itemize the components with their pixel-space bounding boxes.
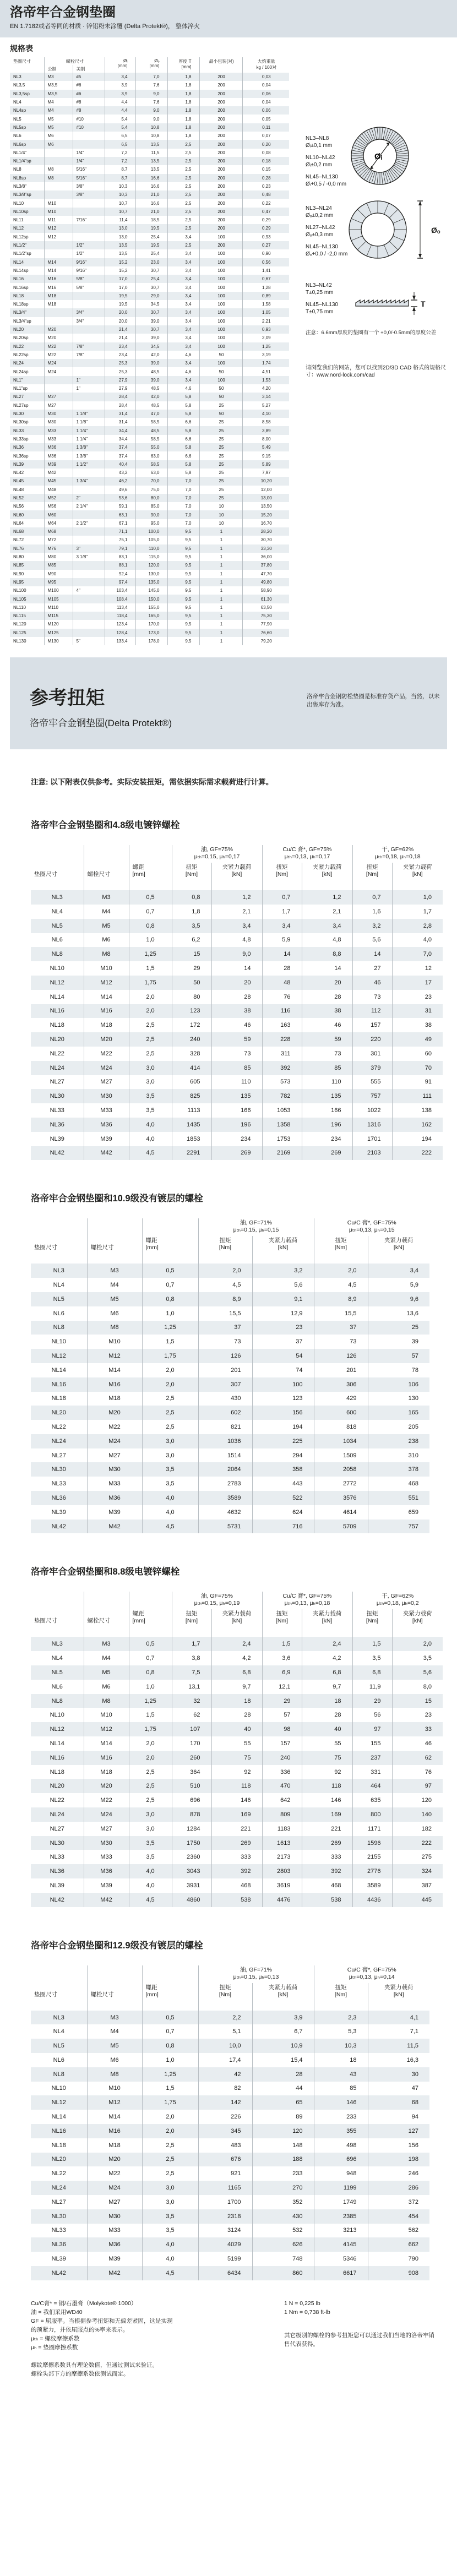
torque-row: NL14 M14 2,0 201 74 201 78 [31,1363,429,1377]
torque-row: NL36 M36 4,0 3043 392 2803 392 2776 324 [31,1864,443,1878]
torque-banner-subtitle: 洛帝牢合金钢垫圈(Delta Protekt®) [30,718,172,729]
thickness-tolerance-labels [306,282,338,320]
torque-row: NL14 M14 2,0 80 28 76 28 73 23 [31,990,443,1004]
spec-row: NL72 M72 75,1 105,0 9,5 1 30,70 [10,536,289,544]
torque-row: NL5 M5 0,8 10,0 10,9 10,3 11,5 [31,2039,429,2053]
spec-col-weight: 大约重量 kg / 100对 [242,57,289,73]
torque-row: NL6 M6 1,0 13,1 9,7 12,1 9,7 11,9 8,0 [31,1680,443,1694]
svg-text:Øᵢ: Øᵢ [374,152,382,161]
spec-col-washer: 垫圈尺寸 [13,59,31,64]
spec-row: NL4 M4 #8 4,4 7,6 1,8 200 0,04 [10,98,289,106]
inner-tolerance-labels [306,135,346,193]
footnote-line: GF = 屈服率。当根据参考扭矩和无偏差紧固，这是实现 [31,2317,173,2324]
torque-row: NL16 M16 2,0 307 100 306 106 [31,1377,429,1392]
footnote-line: μₜₕ = 螺纹摩擦系数 [31,2335,80,2342]
spec-row: NL100 M100 4" 103,4 145,0 9,5 1 58,90 [10,586,289,595]
torque-row: NL36 M36 4,0 3589 522 3576 551 [31,1491,429,1505]
spec-row: NL85 M85 88,1 120,0 9,5 1 37,80 [10,561,289,569]
spec-row: NL3/8" 3/8" 10,3 16,6 2,5 200 0,23 [10,182,289,190]
spec-row: NL36 M36 1 3/8" 37,4 55,0 5,8 25 5,49 [10,443,289,451]
torque-row: NL24 M24 3,0 878 169 809 169 800 140 [31,1807,443,1822]
torque-row: NL20 M20 2,5 510 118 470 118 464 97 [31,1779,443,1793]
spec-row: NL8 M8 5/16" 8,7 13,5 2,5 200 0,15 [10,165,289,173]
torque-row: NL8 M8 1,25 37 23 37 25 [31,1321,429,1335]
spec-col-di: Øᵢ [mm] [105,57,135,73]
spec-col-do: Øₒ [mm] [135,57,167,73]
spec-row: NL30 M30 1 1/8" 31,4 47,0 5,8 50 4,10 [10,410,289,418]
spec-row: NL68 M68 71,1 100,0 9,5 1 28,20 [10,527,289,536]
spec-row: NL105 M105 108,4 150,0 9,5 1 61,30 [10,595,289,603]
spec-col-metric: 公制 [44,65,73,73]
washer-top-view-serrated-icon [350,126,416,192]
lubrication-group-header: Cu/C 膏*, GF=75% μₜₕ=0,13, μₕ=0,14 [314,1965,429,1983]
tolerance-label: NL45–NL130 Øₒ+0,0 / -2,0 mm [306,244,348,257]
spec-row: NL80 M80 3 1/8" 83,1 115,0 9,5 1 36,00 [10,553,289,561]
torque-row: NL33 M33 3,5 2360 333 2173 333 2155 275 [31,1850,443,1864]
spec-row: NL1/2"sp 1/2" 13,5 25,4 3,4 100 0,90 [10,249,289,258]
torque-row: NL42 M42 4,5 6434 860 6617 908 [31,2266,429,2280]
spec-row: NL1" 1" 27,9 39,0 3,4 100 1,53 [10,376,289,384]
torque-row: NL12 M12 1,75 107 40 98 40 97 33 [31,1722,443,1736]
spec-row: NL4sp M4 #8 4,4 9,0 1,8 200 0,06 [10,106,289,115]
spec-table-header [10,57,289,73]
torque-row: NL22 M22 2,5 921 233 948 246 [31,2166,429,2181]
spec-row: NL16sp M16 5/8" 17,0 30,7 3,4 100 1,28 [10,283,289,291]
torque-row: NL5 M5 0,8 3,5 3,4 3,4 3,4 3,2 2,8 [31,919,443,933]
torque-tables [31,818,457,2280]
torque-row: NL24 M24 3,0 414 85 392 85 379 70 [31,1061,443,1075]
torque-row: NL18 M18 2,5 172 46 163 46 157 38 [31,1018,443,1032]
torque-row: NL33 M33 3,5 1113 166 1053 166 1022 138 [31,1103,443,1118]
torque-table: 垫圈尺寸 螺栓尺寸 螺距 [mm] 油, GF=75% μₜₕ=0,15, μₕ=0,19 Cu/C 膏*, GF=75% μₜₕ=0,13, μₕ=0,18 干, GF=62% μₜₕ=0,18, μₕ=0,2 扭矩 [Nm] 夹紧力载荷 [kN] 扭矩 [Nm] 夹紧力载荷 [kN] 扭矩 [Nm] 夹紧力载荷 [kN] NL3 M3 0,5 1,7 2,4 1,5 2,4 1,5 2,0 NL4 M4 0,7 3,8 4,2 3,6 4,2 3,5 3,5 NL5 M5 0,8 7,5 6,8 6,9 6,8 6,8 5,6 NL6 M6 1,0 13,1 9,7 12,1 9,7 11,9 8,0 NL8 M8 1,25 32 18 29 18 29 15 NL10 M10 1,5 62 28 57 28 56 23 NL12 M12 1,75 107 40 98 40 97 33 NL14 M14 2,0 170 55 157 55 155 46 NL16 M16 2,0 260 75 240 75 237 62 NL18 M18 2,5 364 92 336 92 331 76 NL20 M20 2,5 510 118 470 118 464 97 NL22 M22 2,5 696 146 642 146 635 120 NL24 M24 3,0 878 169 809 169 800 140 NL27 M27 3,0 1284 221 1183 221 1171 182 NL30 M30 3,5 1750 269 1613 269 1596 222 NL33 M33 3,5 2360 333 2173 333 2155 275 NL36 M36 4,0 3043 392 2803 392 2776 324 NL39 M39 4,0 3931 468 3619 468 3589 387 NL42 M42 4,5 4860 538 4476 538 4436 445 [31,1592,443,1907]
spec-row: NL115 M115 118,4 165,0 9,5 1 75,30 [10,612,289,620]
spec-row: NL16 M16 5/8" 17,0 25,4 3,4 100 0,67 [10,275,289,283]
torque-row: NL33 M33 3,5 2783 443 2772 468 [31,1477,429,1491]
spec-row: NL130 M130 5" 133,4 178,0 9,5 1 79,20 [10,637,289,645]
torque-row: NL27 M27 3,0 1700 352 1749 372 [31,2195,429,2209]
spec-table [10,57,289,645]
spec-col-imperial: 美制 [73,65,105,73]
spec-row: NL3 M3 #5 3,4 7,0 1,8 200 0,03 [10,73,289,81]
torque-note: 注意: 以下附表仅供参考。实际安装扭矩，需依据实际需求载荷进行计算。 [31,778,274,787]
lubrication-group-header: 干, GF=62% μₜₕ=0,18, μₕ=0,18 [352,845,443,863]
torque-table: 垫圈尺寸 螺栓尺寸 螺距 [mm] 油, GF=71% μₜₕ=0,15, μₕ=0,15 Cu/C 膏*, GF=75% μₜₕ=0,13, μₕ=0,15 扭矩 [Nm] 夹紧力载荷 [kN] 扭矩 [Nm] 夹紧力载荷 [kN] NL3 M3 0,5 2,0 3,2 2,0 3,4 NL4 M4 0,7 4,5 5,6 4,5 5,9 NL5 M5 0,8 8,9 9,1 8,9 9,6 NL6 M6 1,0 15,5 12,9 15,5 13,6 NL8 M8 1,25 37 23 37 25 NL10 M10 1,5 73 37 73 39 NL12 M12 1,75 126 54 126 57 NL14 M14 2,0 201 74 201 78 NL16 M16 2,0 307 100 306 106 NL18 M18 2,5 430 123 429 130 NL20 M20 2,5 602 156 600 165 NL22 M22 2,5 821 194 818 205 NL24 M24 3,0 1036 225 1034 238 NL27 M27 3,0 1514 294 1509 310 NL30 M30 3,5 2064 358 2058 378 NL33 M33 3,5 2783 443 2772 468 NL36 M36 4,0 3589 522 3576 551 NL39 M39 4,0 4632 624 4614 659 NL42 M42 4,5 5731 716 5709 757 [31,1218,429,1533]
washer-top-view-segmented-icon [347,199,440,265]
spec-row: NL18sp M18 19,5 34,5 3,4 100 1,58 [10,300,289,308]
torque-table-title: 洛帝牢合金钢垫圈和12.9级没有镀层的螺栓 [31,1940,203,1951]
spec-row: NL6sp M6 6,5 13,5 2,5 200 0,20 [10,140,289,148]
tolerance-label: NL45–NL130 Øᵢ+0,5 / -0,0 mm [306,174,347,187]
spec-row: NL1/2" 1/2" 13,5 19,5 2,5 200 0,27 [10,241,289,249]
spec-row: NL12 M12 13,0 19,5 2,5 200 0,29 [10,224,289,232]
lubrication-group-header: 油, GF=71% μₜₕ=0,15, μₕ=0,15 [198,1218,314,1236]
torque-row: NL42 M42 4,5 2291 269 2169 269 2103 222 [31,1146,443,1161]
spec-row: NL110 M110 113,4 155,0 9,5 1 63,50 [10,603,289,612]
torque-row: NL18 M18 2,5 483 148 498 156 [31,2138,429,2153]
footnotes-right [284,2299,438,2378]
spec-row: NL10sp M10 10,7 21,0 2,5 200 0,47 [10,208,289,216]
spec-row: NL95 M95 97,4 135,0 9,5 1 49,80 [10,578,289,586]
spec-row: NL24sp M24 25,3 48,5 4,6 50 4,51 [10,367,289,375]
torque-row: NL24 M24 3,0 1036 225 1034 238 [31,1434,429,1448]
outer-tolerance-labels [306,205,347,263]
torque-table-title: 洛帝牢合金钢垫圈和10.9级没有镀层的螺栓 [31,1194,203,1204]
spec-row: NL56 M56 2 1/4" 59,1 85,0 7,0 10 13,50 [10,502,289,510]
torque-row: NL20 M20 2,5 240 59 228 59 220 49 [31,1032,443,1047]
torque-row: NL42 M42 4,5 5731 716 5709 757 [31,1520,429,1534]
torque-row: NL36 M36 4,0 1435 196 1358 196 1316 162 [31,1118,443,1132]
torque-row: NL39 M39 4,0 5199 748 5346 790 [31,2252,429,2266]
spec-row: NL60 M60 63,1 90,0 7,0 10 15,20 [10,510,289,519]
torque-row: NL3 M3 0,5 1,7 2,4 1,5 2,4 1,5 2,0 [31,1637,443,1651]
torque-row: NL14 M14 2,0 170 55 157 55 155 46 [31,1736,443,1751]
torque-row: NL16 M16 2,0 123 38 116 38 112 31 [31,1004,443,1019]
spec-col-thickness: 厚度 T [mm] [167,57,199,73]
footnote-line: Cu/C膏* = 铜/石墨膏（Molykote® 1000） [31,2300,137,2307]
spec-row: NL120 M120 123,4 170,0 9,5 1 77,90 [10,620,289,628]
spec-row: NL18 M18 19,5 29,0 3,4 100 0,89 [10,292,289,300]
torque-row: NL12 M12 1,75 50 20 48 20 46 17 [31,976,443,990]
torque-row: NL10 M10 1,5 73 37 73 39 [31,1335,429,1349]
other-grades-note: 其它级别的螺栓的参考扭矩您可以通过我们当地的洛帝牢销售代表获得。 [284,2332,434,2348]
torque-row: NL33 M33 3,5 3124 532 3213 562 [31,2224,429,2238]
torque-banner-title: 参考扭矩 [30,688,105,709]
outer-dim-label: Øₒ [431,226,440,235]
footnote-line: μₕ = 垫圈摩擦系数 [31,2344,78,2351]
torque-row: NL27 M27 3,0 605 110 573 110 555 91 [31,1075,443,1090]
torque-row: NL5 M5 0,8 8,9 9,1 8,9 9,6 [31,1292,429,1306]
spec-row: NL52 M52 2" 53,6 80,0 7,0 25 13,00 [10,494,289,502]
torque-row: NL30 M30 3,5 825 135 782 135 757 111 [31,1089,443,1103]
torque-row: NL36 M36 4,0 4029 626 4145 662 [31,2237,429,2252]
spec-row: NL30sp M30 1 1/8" 31,4 58,5 6,6 25 8,58 [10,418,289,426]
spec-row: NL3/4"sp 3/4" 20,0 39,0 3,4 100 2,21 [10,317,289,325]
spec-row: NL1"sp 1" 27,9 48,5 4,6 50 4,20 [10,384,289,393]
unit-conversion: 1 Nm = 0,738 ft-lb [284,2308,330,2316]
footnote-line: 油 = 我们采用WD40 [31,2308,83,2316]
torque-table: 垫圈尺寸 螺栓尺寸 螺距 [mm] 油, GF=75% μₜₕ=0,15, μₕ=0,17 Cu/C 膏*, GF=75% μₜₕ=0,13, μₕ=0,17 干, GF=62% μₜₕ=0,18, μₕ=0,18 扭矩 [Nm] 夹紧力载荷 [kN] 扭矩 [Nm] 夹紧力载荷 [kN] 扭矩 [Nm] 夹紧力载荷 [kN] NL3 M3 0,5 0,8 1,2 0,7 1,2 0,7 1,0 NL4 M4 0,7 1,8 2,1 1,7 2,1 1,6 1,7 NL5 M5 0,8 3,5 3,4 3,4 3,4 3,2 2,8 NL6 M6 1,0 6,2 4,8 5,9 4,8 5,6 4,0 NL8 M8 1,25 15 9,0 14 8,8 14 7,0 NL10 M10 1,5 29 14 28 14 27 12 NL12 M12 1,75 50 20 48 20 46 17 NL14 M14 2,0 80 28 76 28 73 23 NL16 M16 2,0 123 38 116 38 112 31 NL18 M18 2,5 172 46 163 46 157 38 NL20 M20 2,5 240 59 228 59 220 49 NL22 M22 2,5 328 73 311 73 301 60 NL24 M24 3,0 414 85 392 85 379 70 NL27 M27 3,0 605 110 573 110 555 91 NL30 M30 3,5 825 135 782 135 757 111 NL33 M33 3,5 1113 166 1053 166 1022 138 NL36 M36 4,0 1435 196 1358 196 1316 162 NL39 M39 4,0 1853 234 1753 234 1701 194 NL42 M42 4,5 2291 269 2169 269 2103 222 [31,845,443,1160]
lubrication-group-header: Cu/C 膏*, GF=75% μₜₕ=0,13, μₕ=0,17 [262,845,352,863]
spec-row: NL3,5 M3,5 #6 3,9 7,6 1,8 200 0,04 [10,81,289,89]
spec-row: NL12sp M12 13,0 25,4 3,4 100 0,93 [10,233,289,241]
torque-row: NL4 M4 0,7 3,8 4,2 3,6 4,2 3,5 3,5 [31,1651,443,1665]
spec-row: NL20sp M20 21,4 39,0 3,4 100 2,09 [10,334,289,342]
svg-text:T: T [421,299,426,308]
spec-row: NL39 M39 1 1/2" 40,4 58,5 5,8 25 5,89 [10,460,289,469]
tolerance-label: NL3–NL24 Øₒ±0,2 mm [306,205,334,219]
lubrication-group-header: 干, GF=62% μₜₕ=0,18, μₕ=0,2 [352,1592,443,1609]
spec-row: NL125 M125 128,4 173,0 9,5 1 76,60 [10,629,289,637]
torque-row: NL39 M39 4,0 4632 624 4614 659 [31,1505,429,1520]
spec-row: NL1/4"sp 1/4" 7,2 13,5 2,5 200 0,18 [10,157,289,165]
torque-row: NL42 M42 4,5 4860 538 4476 538 4436 445 [31,1893,443,1907]
torque-row: NL6 M6 1,0 17,4 15,4 18 16,3 [31,2053,429,2067]
tolerance-label: NL3–NL42 T±0,25 mm [306,282,334,296]
lubrication-group-header: 油, GF=71% μₜₕ=0,15, μₕ=0,13 [198,1965,314,1983]
torque-row: NL16 M16 2,0 260 75 240 75 237 62 [31,1751,443,1765]
torque-row: NL18 M18 2,5 364 92 336 92 331 76 [31,1765,443,1779]
torque-row: NL16 M16 2,0 345 120 355 127 [31,2124,429,2138]
torque-row: NL4 M4 0,7 1,8 2,1 1,7 2,1 1,6 1,7 [31,905,443,919]
spec-row: NL22sp M22 7/8" 23,4 42,0 4,6 50 3,19 [10,351,289,359]
spec-row: NL3/8"sp 3/8" 10,3 21,0 2,5 200 0,48 [10,190,289,199]
spec-row: NL27 M27 28,4 42,0 5,8 50 3,14 [10,393,289,401]
spec-row: NL6 M6 6,5 10,8 1,8 200 0,07 [10,132,289,140]
spec-row: NL5sp M5 #10 5,4 10,8 1,8 200 0,11 [10,123,289,132]
torque-row: NL10 M10 1,5 82 44 85 47 [31,2082,429,2096]
torque-row: NL30 M30 3,5 2318 430 2385 454 [31,2209,429,2224]
torque-row: NL22 M22 2,5 821 194 818 205 [31,1420,429,1434]
lubrication-group-header: Cu/C 膏*, GF=75% μₜₕ=0,13, μₕ=0,18 [262,1592,352,1609]
footnote-line: 的预紧力，并依屈服点的%率来表示。 [31,2326,129,2333]
tolerance-label: NL45–NL130 T±0,75 mm [306,302,338,315]
unit-conversion: 1 N = 0,225 lb [284,2300,320,2307]
torque-row: NL4 M4 0,7 5,1 6,7 5,3 7,1 [31,2024,429,2039]
torque-row: NL30 M30 3,5 1750 269 1613 269 1596 222 [31,1836,443,1850]
torque-row: NL18 M18 2,5 430 123 429 130 [31,1392,429,1406]
spec-row: NL11 M11 7/16" 11,4 18,5 2,5 200 0,29 [10,216,289,224]
torque-row: NL39 M39 4,0 1853 234 1753 234 1701 194 [31,1132,443,1146]
torque-table-title: 洛帝牢合金钢垫圈和8.8级电镀锌螺栓 [31,1567,180,1577]
torque-row: NL3 M3 0,5 2,2 3,9 2,3 4,1 [31,2011,429,2025]
footnote-line: 螺纹摩擦系数具有理论数值，但通过测试来验证。 [31,2361,158,2368]
torque-row: NL3 M3 0,5 0,8 1,2 0,7 1,2 0,7 1,0 [31,890,443,905]
torque-row: NL22 M22 2,5 696 146 642 146 635 120 [31,1793,443,1807]
spec-row: NL5 M5 #10 5,4 9,0 1,8 200 0,05 [10,115,289,123]
spec-row: NL90 M90 92,4 130,0 9,5 1 47,70 [10,570,289,578]
washer-profile-icon [352,291,435,316]
spec-row: NL1/4" 1/4" 7,2 11,5 2,5 200 0,08 [10,149,289,157]
torque-row: NL8 M8 1,25 15 9,0 14 8,8 14 7,0 [31,947,443,961]
torque-row: NL10 M10 1,5 62 28 57 28 56 23 [31,1708,443,1722]
torque-row: NL20 M20 2,5 602 156 600 165 [31,1406,429,1420]
spec-row: NL42 M42 43,2 63,0 5,8 25 7,97 [10,469,289,477]
lubrication-group-header: 油, GF=75% μₜₕ=0,15, μₕ=0,17 [172,845,262,863]
spec-row: NL24 M24 25,3 39,0 3,4 100 1,74 [10,359,289,367]
cad-note: 请浏览我们的网站，您可以找到2D/3D CAD 格式的规格尺寸：www.nord-lock.com/cad [306,365,447,378]
torque-row: NL22 M22 2,5 328 73 311 73 301 60 [31,1047,443,1061]
spec-row: NL3/4" 3/4" 20,0 30,7 3,4 100 1,05 [10,308,289,317]
torque-row: NL14 M14 2,0 226 89 233 94 [31,2110,429,2124]
torque-table: 垫圈尺寸 螺栓尺寸 螺距 [mm] 油, GF=71% μₜₕ=0,15, μₕ=0,13 Cu/C 膏*, GF=75% μₜₕ=0,13, μₕ=0,14 扭矩 [Nm] 夹紧力载荷 [kN] 扭矩 [Nm] 夹紧力载荷 [kN] NL3 M3 0,5 2,2 3,9 2,3 4,1 NL4 M4 0,7 5,1 6,7 5,3 7,1 NL5 M5 0,8 10,0 10,9 10,3 11,5 NL6 M6 1,0 17,4 15,4 18 16,3 NL8 M8 1,25 42 28 43 30 NL10 M10 1,5 82 44 85 47 NL12 M12 1,75 142 65 146 68 NL14 M14 2,0 226 89 233 94 NL16 M16 2,0 345 120 355 127 NL18 M18 2,5 483 148 498 156 NL20 M20 2,5 676 188 696 198 NL22 M22 2,5 921 233 948 246 NL24 M24 3,0 1165 270 1199 286 NL27 M27 3,0 1700 352 1749 372 NL30 M30 3,5 2318 430 2385 454 NL33 M33 3,5 3124 532 3213 562 NL36 M36 4,0 4029 626 4145 662 NL39 M39 4,0 5199 748 5346 790 NL42 M42 4,5 6434 860 6617 908 [31,1965,429,2280]
torque-row: NL39 M39 4,0 3931 468 3619 468 3589 387 [31,1878,443,1893]
page-subtitle: EN 1.7182或者等同的材质 · 锌铝粉末涂覆 (Delta Protekt®)， 整体淬火 [10,23,200,30]
spec-row: NL22 M22 7/8" 23,4 34,5 3,4 100 1,25 [10,342,289,351]
footnotes-left [31,2299,268,2378]
spec-row: NL10 M10 10,7 16,6 2,5 200 0,22 [10,199,289,207]
torque-row: NL6 M6 1,0 15,5 12,9 15,5 13,6 [31,1306,429,1321]
spec-col-bolt: 螺栓尺寸 [44,57,105,65]
torque-row: NL6 M6 1,0 6,2 4,8 5,9 4,8 5,6 4,0 [31,933,443,947]
tolerance-label: NL3–NL8 Øᵢ±0,1 mm [306,135,333,149]
torque-row: NL5 M5 0,8 7,5 6,8 6,9 6,8 6,8 5,6 [31,1665,443,1680]
spec-col-pack: 最小包装(对) [199,57,242,73]
torque-row: NL12 M12 1,75 142 65 146 68 [31,2095,429,2110]
torque-row: NL24 M24 3,0 1165 270 1199 286 [31,2181,429,2195]
spec-row: NL76 M76 3" 79,1 110,0 9,5 1 33,30 [10,544,289,553]
footnote-line: 螺栓头部下方的摩擦系数依测试而定。 [31,2370,129,2377]
spec-row: NL27sp M27 28,4 48,5 5,8 25 5,27 [10,401,289,410]
torque-row: NL30 M30 3,5 2064 358 2058 378 [31,1462,429,1477]
spec-table-body [10,73,289,645]
lubrication-group-header: 油, GF=75% μₜₕ=0,15, μₕ=0,19 [172,1592,262,1609]
lubrication-group-header: Cu/C 膏*, GF=75% μₜₕ=0,13, μₕ=0,15 [314,1218,429,1236]
torque-row: NL10 M10 1,5 29 14 28 14 27 12 [31,961,443,976]
spec-row: NL48 M48 49,6 75,0 7,0 25 12,00 [10,486,289,494]
spec-row: NL64 M64 2 1/2" 67,1 95,0 7,0 10 16,70 [10,519,289,527]
spec-row: NL3,5sp M3,5 #6 3,9 9,0 1,8 200 0,06 [10,90,289,98]
stock-note: 洛帝牢合金钢防松垫圈是标准存货产品，当然，以未出售库存为准。 [307,693,440,708]
torque-row: NL12 M12 1,75 126 54 126 57 [31,1349,429,1363]
spec-row: NL45 M45 1 3/4" 46,2 70,0 7,0 25 10,20 [10,477,289,485]
torque-row: NL4 M4 0,7 4,5 5,6 4,5 5,9 [31,1278,429,1292]
spec-row: NL20 M20 21,4 30,7 3,4 100 0,93 [10,325,289,334]
torque-row: NL8 M8 1,25 32 18 29 18 29 15 [31,1694,443,1708]
torque-row: NL20 M20 2,5 676 188 696 198 [31,2153,429,2167]
thickness-note: 注意：6.6mm厚度的垫圈有一个 +0,0/-0.5mm的厚度公差 [306,330,437,336]
spec-row: NL14sp M14 9/16" 15,2 30,7 3,4 100 1,41 [10,266,289,275]
torque-table-title: 洛帝牢合金钢垫圈和4.8级电镀锌螺栓 [31,820,180,831]
torque-row: NL27 M27 3,0 1284 221 1183 221 1171 182 [31,1822,443,1836]
spec-row: NL33 M33 1 1/4" 34,4 48,5 5,8 25 3,89 [10,426,289,434]
page-header [0,0,457,37]
spec-heading: 规格表 [10,44,33,53]
spec-row: NL8sp M8 5/16" 8,7 16,6 2,5 200 0,28 [10,174,289,182]
spec-row: NL36sp M36 1 3/8" 37,4 63,0 6,6 25 9,15 [10,451,289,460]
page-title: 洛帝牢合金钢垫圈 [10,5,116,20]
spec-side-column [300,105,457,727]
torque-row: NL8 M8 1,25 42 28 43 30 [31,2067,429,2082]
spec-row: NL33sp M33 1 1/4" 34,4 58,5 6,6 25 8,00 [10,435,289,443]
tolerance-label: NL27–NL42 Øₒ±0,3 mm [306,225,335,238]
spec-row: NL14 M14 9/16" 15,2 23,0 3,4 100 0,56 [10,258,289,266]
torque-row: NL3 M3 0,5 2,0 3,2 2,0 3,4 [31,1264,429,1278]
torque-row: NL27 M27 3,0 1514 294 1509 310 [31,1448,429,1463]
footnotes [31,2299,457,2378]
tolerance-label: NL10–NL42 Øᵢ±0,2 mm [306,155,335,168]
